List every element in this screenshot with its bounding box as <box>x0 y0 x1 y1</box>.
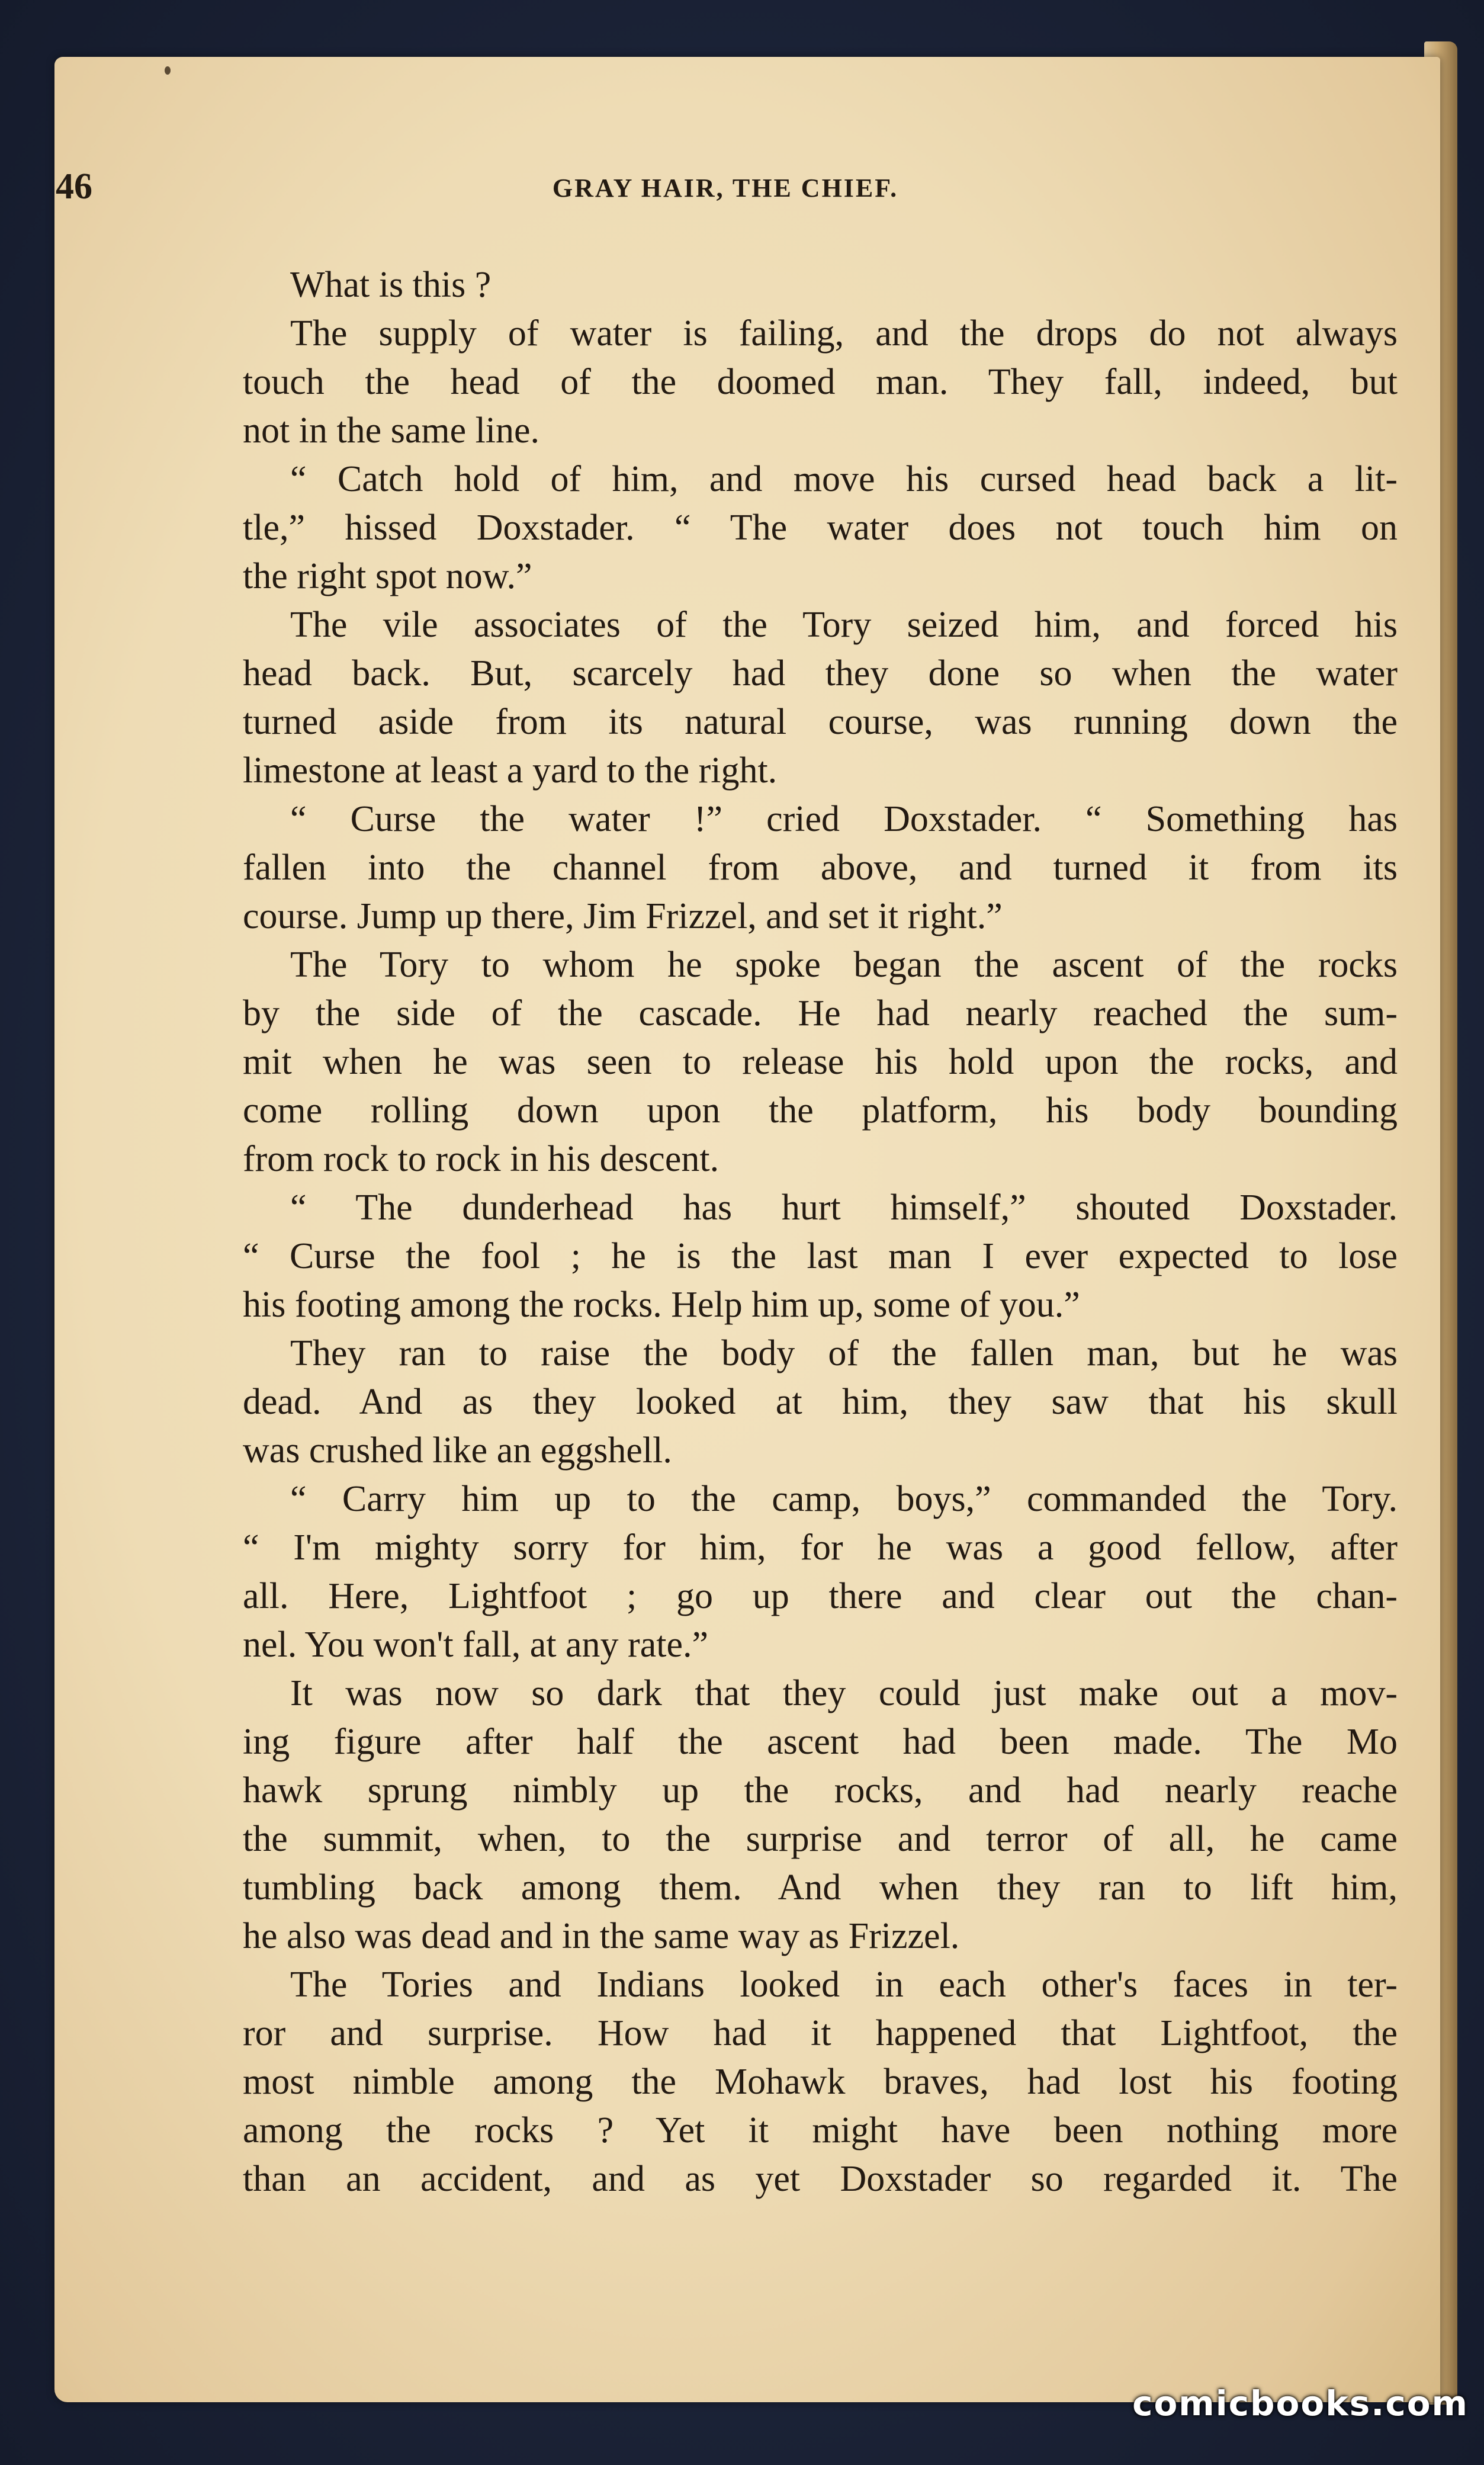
site-watermark: comicbooks.com <box>1132 2383 1469 2424</box>
paper-speck <box>165 66 171 75</box>
text-line: nel. You won't fall, at any rate.” <box>243 1625 708 1665</box>
text-line: The supply of water is failing, and the drops do not always <box>290 313 1398 354</box>
text-line: the summit, when, to the surprise and terror of all, he came <box>243 1819 1398 1859</box>
text-line: by the side of the cascade. He had nearly reached the sum- <box>243 993 1398 1033</box>
text-line: hawk sprung nimbly up the rocks, and had nearly reache <box>243 1770 1398 1811</box>
text-line: tle,” hissed Doxstader. “ The water does not touch him on <box>243 508 1398 548</box>
text-line: The vile associates of the Tory seized him, and forced his <box>290 605 1398 645</box>
text-line: than an accident, and as yet Doxstader so regarded it. The <box>243 2159 1398 2199</box>
text-line: They ran to raise the body of the fallen man, but he was <box>290 1333 1398 1373</box>
text-line: The Tory to whom he spoke began the ascent of the rocks <box>290 945 1398 985</box>
text-line: turned aside from its natural course, was running down the <box>243 702 1398 742</box>
text-line: not in the same line. <box>243 410 540 451</box>
text-line: mit when he was seen to release his hold upon the rocks, and <box>243 1042 1398 1082</box>
text-line: “ Carry him up to the camp, boys,” commanded the Tory. <box>290 1479 1398 1519</box>
text-line: What is this ? <box>290 265 492 305</box>
text-line: ror and surprise. How had it happened that Lightfoot, the <box>243 2013 1398 2053</box>
text-line: “ Catch hold of him, and move his cursed head back a lit- <box>290 459 1398 499</box>
text-line: all. Here, Lightfoot ; go up there and clear out the chan- <box>243 1576 1398 1616</box>
text-line: his footing among the rocks. Help him up, some of you.” <box>243 1285 1080 1325</box>
text-line: It was now so dark that they could just make out a mov- <box>290 1673 1398 1713</box>
text-line: fallen into the channel from above, and turned it from its <box>243 848 1398 888</box>
text-line: from rock to rock in his descent. <box>243 1139 719 1179</box>
text-line: The Tories and Indians looked in each other's faces in ter- <box>290 1965 1398 2005</box>
text-line: tumbling back among them. And when they ran to lift him, <box>243 1867 1398 1908</box>
text-line: “ Curse the fool ; he is the last man I ever expected to lose <box>243 1236 1398 1276</box>
text-line: the right spot now.” <box>243 556 532 596</box>
text-line: “ Curse the water !” cried Doxstader. “ Something has <box>290 799 1398 839</box>
text-line: most nimble among the Mohawk braves, had lost his footing <box>243 2062 1398 2102</box>
text-line: ing figure after half the ascent had been made. The Mo <box>243 1722 1398 1762</box>
text-line: among the rocks ? Yet it might have been nothing more <box>243 2110 1398 2151</box>
text-line: course. Jump up there, Jim Frizzel, and set it right.” <box>243 896 1003 936</box>
page-number: 46 <box>56 166 92 207</box>
text-line: he also was dead and in the same way as Frizzel. <box>243 1916 960 1956</box>
text-line: dead. And as they looked at him, they saw that his skull <box>243 1382 1398 1422</box>
text-line: “ I'm mighty sorry for him, for he was a good fellow, after <box>243 1527 1398 1568</box>
running-title: GRAY HAIR, THE CHIEF. <box>552 174 899 203</box>
text-line: come rolling down upon the platform, his body bounding <box>243 1090 1398 1131</box>
text-line: “ The dunderhead has hurt himself,” shouted Doxstader. <box>290 1187 1398 1228</box>
body-text <box>243 261 1398 2215</box>
text-line: was crushed like an eggshell. <box>243 1430 672 1471</box>
text-line: head back. But, scarcely had they done so when the water <box>243 653 1398 694</box>
text-line: touch the head of the doomed man. They fall, indeed, but <box>243 362 1398 402</box>
text-line: limestone at least a yard to the right. <box>243 750 778 791</box>
